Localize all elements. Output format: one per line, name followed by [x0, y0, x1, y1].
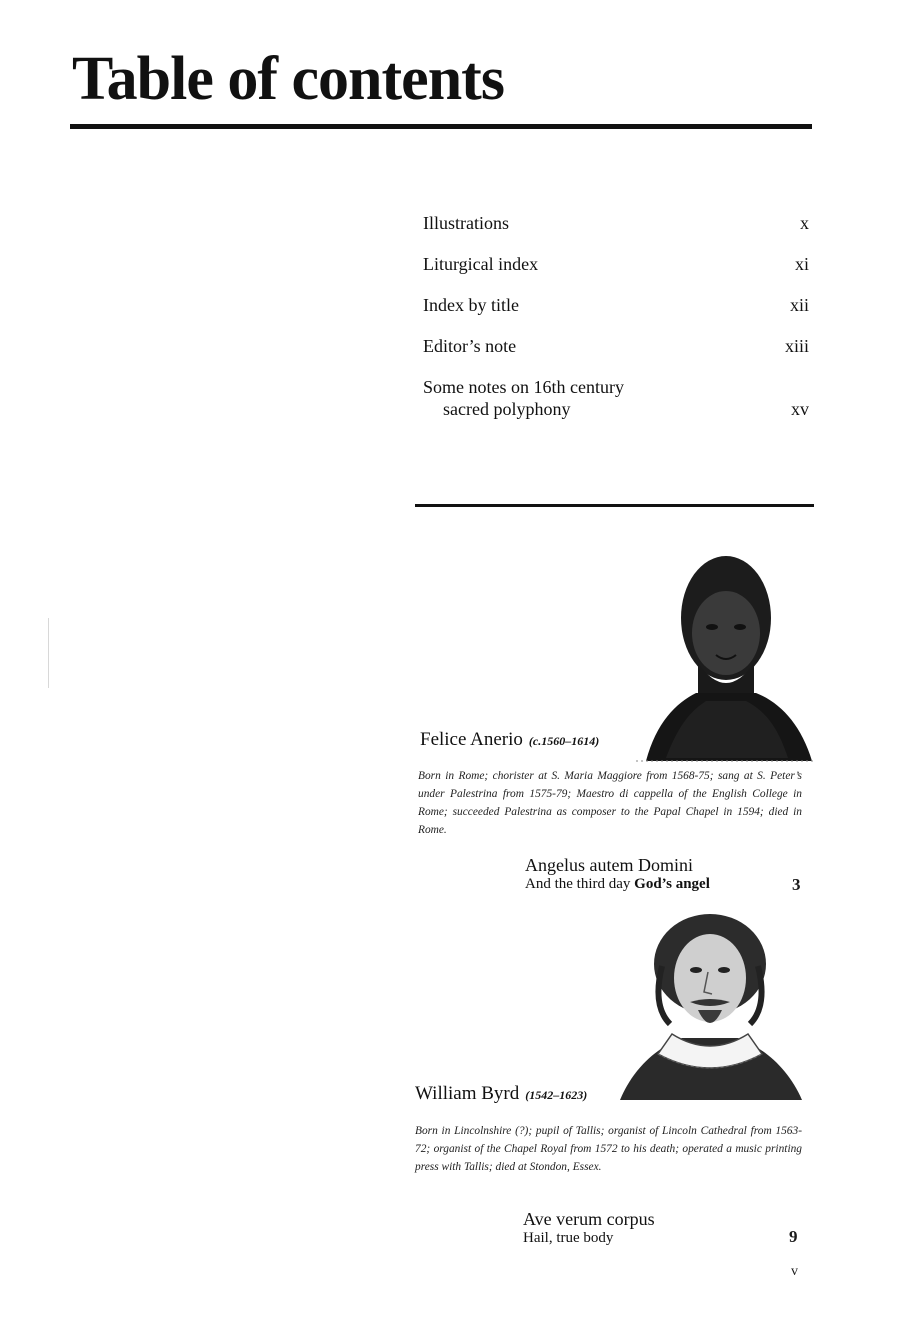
title-rule	[70, 124, 812, 129]
toc-entry-title: Illustrations	[423, 213, 509, 233]
section-rule	[415, 504, 814, 507]
portrait-byrd	[612, 906, 808, 1102]
toc-entry-title-line1: Some notes on 16th century	[423, 377, 624, 397]
piece-entry[interactable]	[525, 855, 710, 893]
toc-entry-title: Liturgical index	[423, 254, 539, 274]
piece-translation-plain: And the third day	[525, 876, 631, 892]
page-folio: v	[791, 1264, 798, 1279]
toc-entry[interactable]	[423, 253, 809, 275]
composer-name-text: Felice Anerio	[420, 729, 523, 750]
piece-translation	[525, 875, 710, 893]
toc-entry[interactable]	[423, 335, 809, 357]
toc-entry-title: Editor’s note	[423, 336, 517, 356]
piece-page: 3	[792, 875, 801, 894]
composer-name	[415, 1083, 587, 1105]
toc-entry[interactable]	[423, 294, 809, 316]
page-title: Table of contents	[72, 45, 504, 113]
toc-entry-page: xv	[791, 399, 809, 419]
piece-page: 9	[789, 1227, 798, 1246]
composer-bio: Born in Lincolnshire (?); pupil of Tallis; organist of Lincoln Cathedral from 1563-72; organist of the Chapel Royal from 1572 to his death; operated a music printing press with Tallis; died at Stondon, Essex.	[415, 1125, 802, 1173]
piece-entry[interactable]	[523, 1209, 655, 1247]
toc-entry[interactable]	[423, 212, 809, 234]
toc-list	[423, 212, 809, 439]
piece-title: Angelus autem Domini	[525, 855, 693, 875]
composer-name-text: William Byrd	[415, 1083, 520, 1104]
portrait-anerio	[636, 543, 816, 763]
toc-entry-page: xii	[789, 295, 809, 315]
toc-entry-page: xiii	[784, 336, 809, 356]
composer-dates: (1542–1623)	[525, 1088, 588, 1102]
toc-entry[interactable]	[423, 376, 809, 420]
toc-entry-page: xi	[794, 254, 809, 274]
piece-translation: Hail, true body	[523, 1230, 614, 1246]
composer-bio: Born in Rome; chorister at S. Maria Maggiore from 1568-75; sang at S. Peter’s under Palestrina from 1575-79; Maestro di cappella of the English College in Rome; succeeded Palestrina as composer to the Papal Chapel in 1594; died in Rome.	[418, 770, 802, 836]
toc-entry-page: x	[800, 213, 809, 233]
scan-artifact	[48, 618, 49, 688]
composer-name	[420, 729, 599, 751]
piece-title: Ave verum corpus	[523, 1209, 655, 1229]
composer-dates: (c.1560–1614)	[528, 734, 600, 748]
piece-translation-bold: God’s angel	[634, 876, 710, 892]
toc-entry-title: Index by title	[423, 295, 519, 315]
toc-entry-title	[423, 376, 791, 420]
toc-entry-title-line2: sacred polyphony	[443, 399, 571, 419]
